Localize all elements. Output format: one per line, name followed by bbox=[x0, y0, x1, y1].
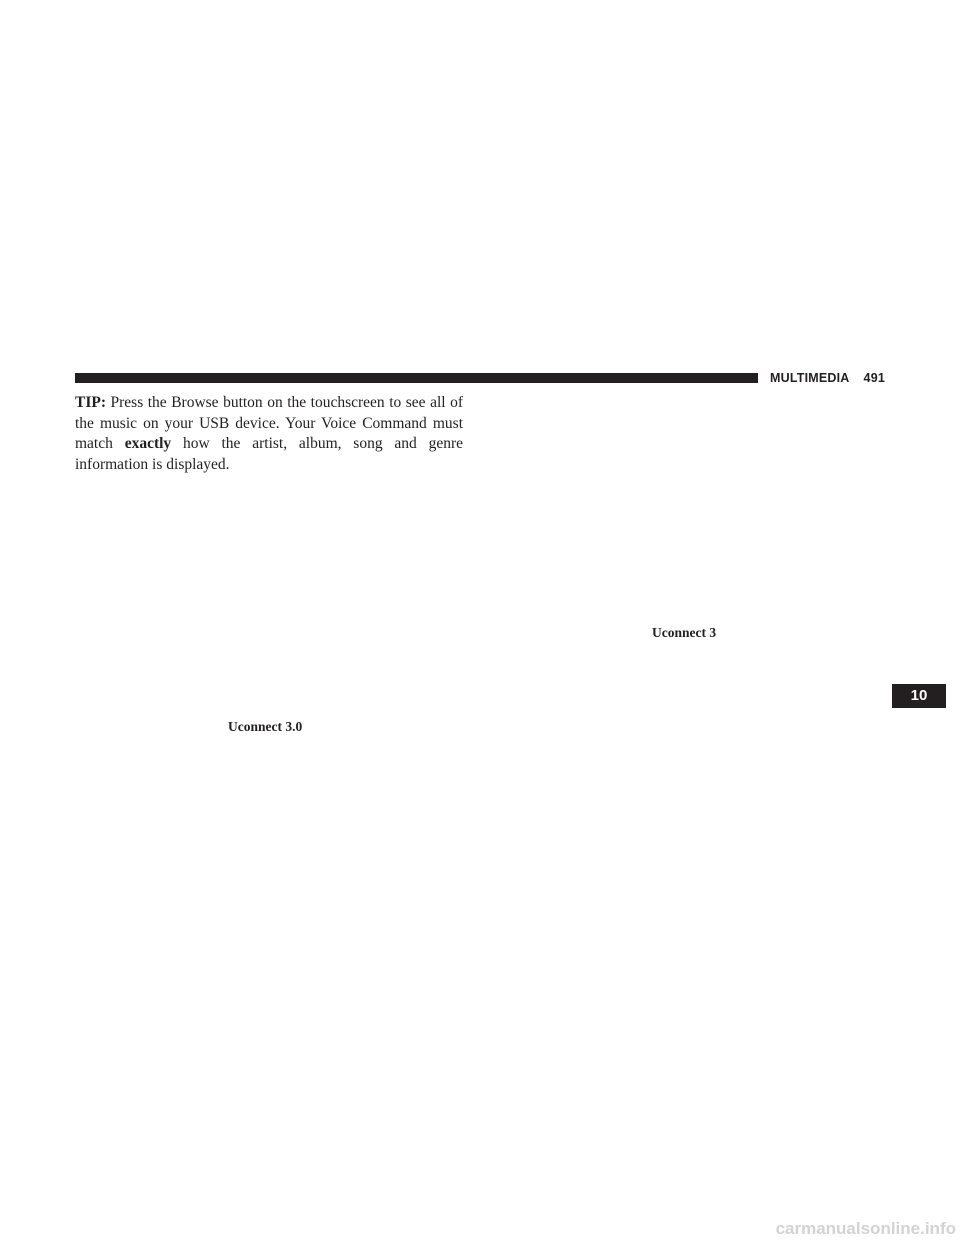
figure-caption-uconnect-3-0: Uconnect 3.0 bbox=[228, 719, 303, 734]
tip-emphasis: exactly bbox=[124, 435, 172, 452]
section-title: MULTIMEDIA bbox=[770, 371, 850, 385]
footer-watermark[interactable]: carmanualsonline.info bbox=[775, 1219, 956, 1238]
page-number: 491 bbox=[863, 371, 886, 385]
tip-label: TIP: bbox=[75, 394, 106, 411]
running-header bbox=[770, 370, 885, 386]
figure-caption-uconnect-3: Uconnect 3 bbox=[652, 625, 717, 640]
chapter-tab: 10 bbox=[892, 684, 946, 708]
tip-text-part-1: Press the Browse button on the touchscreen to see all of the music on your USB device. Your Voice Command must match bbox=[75, 394, 463, 452]
tip-paragraph bbox=[75, 393, 463, 475]
header-rule bbox=[75, 373, 758, 383]
tip-text-part-2: how the artist, album, song and genre information is displayed. bbox=[75, 435, 464, 473]
